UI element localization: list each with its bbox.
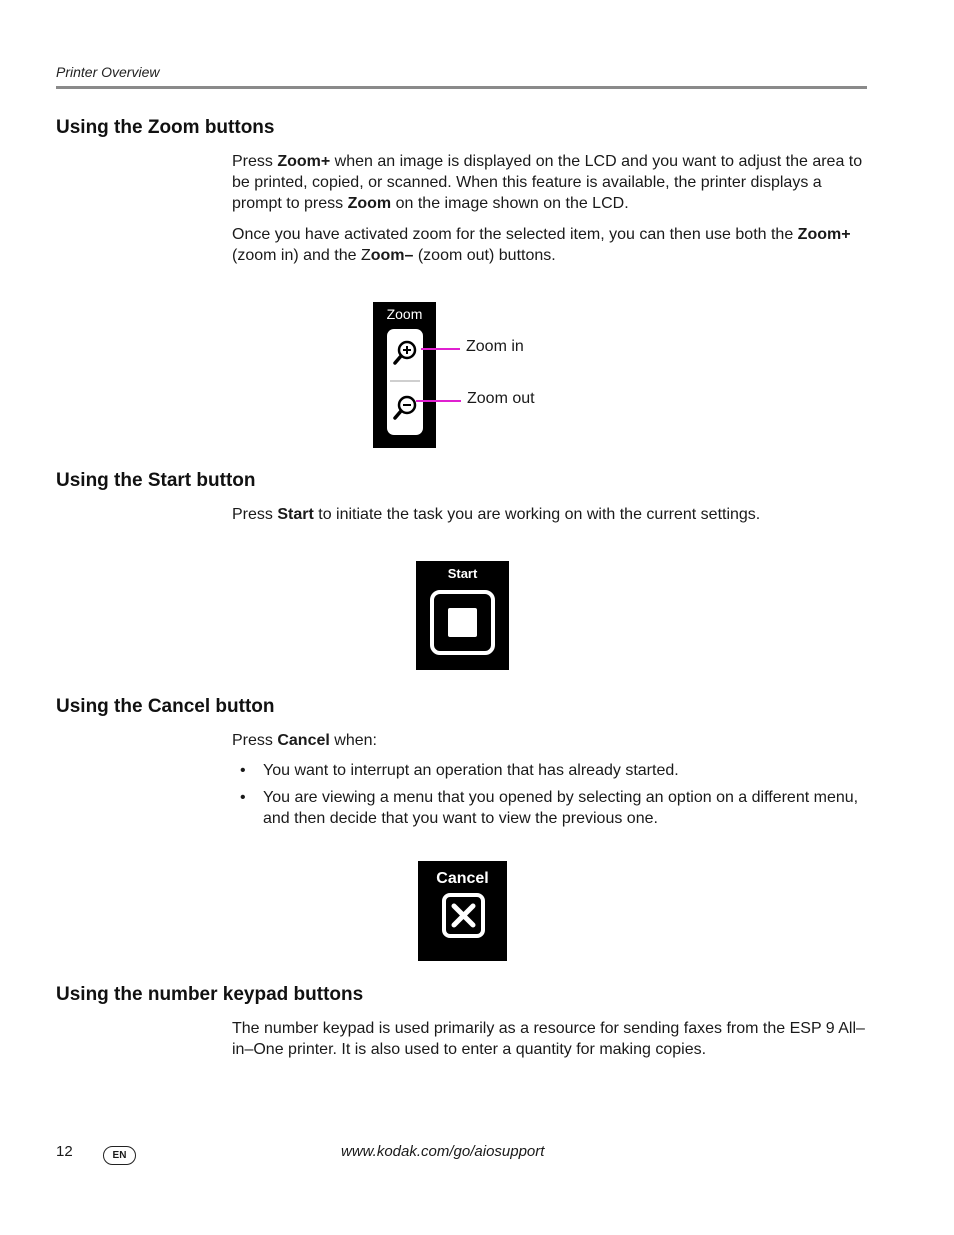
text-run: when an image is displayed on the LCD and you want to adjust the area to be printed, copied, or scanned. When this feature is available, the printer displays a prompt to press <box>232 153 863 212</box>
zoom-in-callout: Zoom in <box>466 338 524 355</box>
cancel-section-body <box>232 730 872 835</box>
bullet: • <box>240 789 246 806</box>
bold-term: oom– <box>370 247 414 264</box>
zoom-out-icon <box>392 394 419 421</box>
bold-term: Zoom+ <box>277 153 331 170</box>
start-section-body <box>232 504 872 525</box>
header-rule <box>56 86 867 89</box>
start-section-heading: Using the Start button <box>56 470 256 491</box>
keypad-section-body <box>232 1018 872 1060</box>
bold-term: Cancel <box>277 732 330 749</box>
zoom-button-panel <box>373 302 436 448</box>
cancel-bullet-list <box>232 760 872 829</box>
zoom-paragraph-1 <box>232 151 872 214</box>
cancel-button-panel <box>418 861 507 961</box>
bullet-text: You are viewing a menu that you opened by selecting an option on a different menu, and then decide that you want to view the previous one. <box>263 789 859 827</box>
start-button-panel <box>416 561 509 670</box>
cancel-paragraph <box>232 730 872 751</box>
bullet: • <box>240 762 246 779</box>
text-run: Press <box>232 153 278 170</box>
keypad-section-heading: Using the number keypad buttons <box>56 984 364 1005</box>
zoom-out-callout: Zoom out <box>467 390 535 407</box>
text-run: (zoom in) and the Z <box>232 247 371 264</box>
text-run: Press <box>232 732 278 749</box>
cancel-x-icon <box>441 892 486 939</box>
zoom-in-callout-line <box>421 348 460 350</box>
text-run: Once you have activated zoom for the selected item, you can then use both the <box>232 226 798 243</box>
running-head: Printer Overview <box>56 64 160 80</box>
text-run: when: <box>329 732 377 749</box>
start-paragraph <box>232 504 872 525</box>
text-run: on the image shown on the LCD. <box>391 195 629 212</box>
start-square-icon <box>429 589 496 656</box>
bold-term: Zoom <box>347 195 392 212</box>
zoom-button-body <box>387 329 423 435</box>
bold-term: Start <box>277 506 314 523</box>
cancel-panel-label: Cancel <box>436 870 489 887</box>
text-run: to initiate the task you are working on with the current settings. <box>313 506 761 523</box>
zoom-section-heading: Using the Zoom buttons <box>56 117 275 138</box>
text-run: (zoom out) buttons. <box>413 247 556 264</box>
bold-term: Zoom+ <box>797 226 851 243</box>
page-number: 12 <box>56 1143 73 1160</box>
zoom-divider <box>390 380 420 382</box>
cancel-section-heading: Using the Cancel button <box>56 696 275 717</box>
zoom-out-callout-line <box>416 400 461 402</box>
list-item <box>232 760 872 781</box>
zoom-in-icon <box>392 339 419 366</box>
keypad-paragraph: The number keypad is used primarily as a resource for sending faxes from the ESP 9 All–in–One printer. It is also used to enter a quantity for making copies. <box>232 1020 865 1058</box>
zoom-paragraph-2 <box>232 224 872 266</box>
support-url[interactable]: www.kodak.com/go/aiosupport <box>341 1143 545 1160</box>
bullet-text: You want to interrupt an operation that has already started. <box>263 762 679 779</box>
language-badge: EN <box>103 1146 136 1165</box>
text-run: Press <box>232 506 278 523</box>
zoom-section-body <box>232 151 872 266</box>
zoom-panel-label: Zoom <box>386 306 423 322</box>
start-panel-label: Start <box>447 566 478 581</box>
list-item <box>232 787 872 829</box>
